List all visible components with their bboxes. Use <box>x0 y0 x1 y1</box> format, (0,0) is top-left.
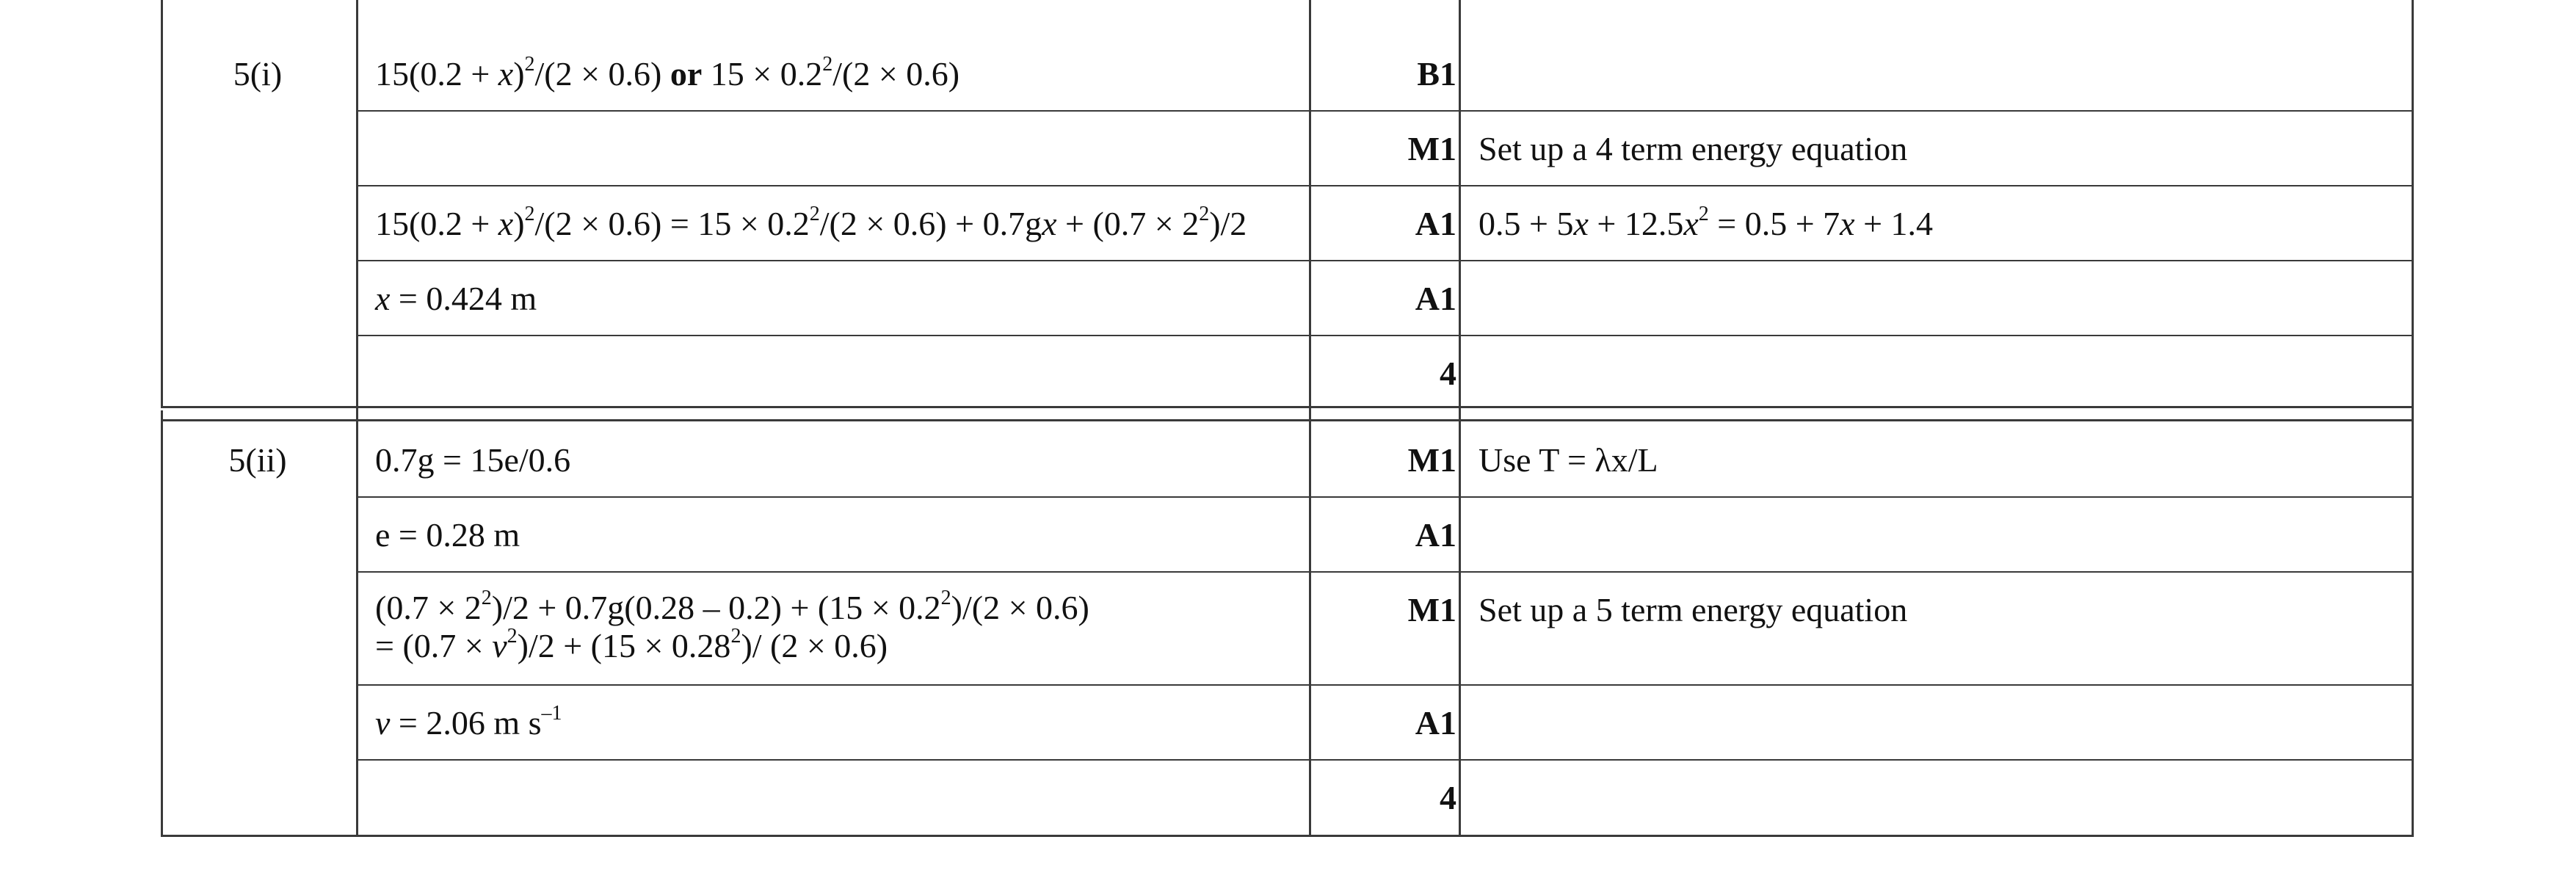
row-divider <box>356 759 2414 761</box>
answer-cell: v = 2.06 m $s^{-1}$ <box>375 702 562 741</box>
table-border-bottom <box>161 835 2414 837</box>
part-separator-top <box>161 406 2414 408</box>
question-part-label: 5(ii) <box>228 441 287 479</box>
mark-cell: A1 <box>1415 516 1456 554</box>
column-divider-answer <box>1309 0 1311 837</box>
row-divider <box>356 260 2414 261</box>
answer-cell: x = 0.424 m <box>375 280 537 317</box>
guidance-cell: Set up a 4 term energy equation <box>1479 130 1908 167</box>
row-divider <box>356 185 2414 186</box>
mark-cell: A1 <box>1415 280 1456 317</box>
answer-cell: $15(0.2 + x)^2/(2 \times 0.6) = 15 \times 0.2^2/(2 \times 0.6) + 0.7gx + (0.7 \times 2^2)/2$ <box>375 203 1247 242</box>
answer-cell: e = 0.28 m <box>375 516 520 554</box>
mark-cell: A1 <box>1415 704 1456 741</box>
mark-cell: A1 <box>1415 205 1456 242</box>
row-divider <box>356 684 2414 686</box>
total-mark-cell: 4 <box>1440 355 1456 392</box>
mark-cell: B1 <box>1417 55 1456 93</box>
row-divider <box>356 335 2414 336</box>
mark-cell: M1 <box>1407 130 1456 167</box>
answer-cell: $15(0.2 + x)^2/(2 \times 0.6)$ or $15 \times 0.2^2/(2 \times 0.6)$ <box>375 53 960 93</box>
answer-cell: $(0.7 \times 2^2)/2 + 0.7g(0.28 - 0.2) + (15 \times 0.2^2)/(2 \times 0.6)$ = $(0.7 \times v^2)/2 + (15 \times 0.28^2)/$ (2 × 0.6) <box>375 587 1089 664</box>
row-divider <box>356 110 2414 112</box>
row-divider <box>356 571 2414 573</box>
guidance-cell: Set up a 5 term energy equation <box>1479 591 1908 628</box>
question-part-label: 5(i) <box>233 55 283 93</box>
mark-cell: M1 <box>1407 591 1456 628</box>
guidance-cell: Use T = λx/L <box>1479 441 1658 479</box>
guidance-cell: $0.5 + 5x + 12.5x^2 = 0.5 + 7x + 1.4$ <box>1479 203 1934 242</box>
column-divider-part <box>356 0 358 837</box>
table-border-right <box>2412 0 2414 837</box>
mark-scheme-table <box>161 0 2414 837</box>
total-mark-cell: 4 <box>1440 779 1456 816</box>
row-divider <box>356 496 2414 498</box>
mark-cell: M1 <box>1407 441 1456 479</box>
answer-cell: 0.7g = 15e/0.6 <box>375 441 571 479</box>
column-divider-marks <box>1459 0 1461 837</box>
part-separator-bottom <box>161 419 2414 421</box>
